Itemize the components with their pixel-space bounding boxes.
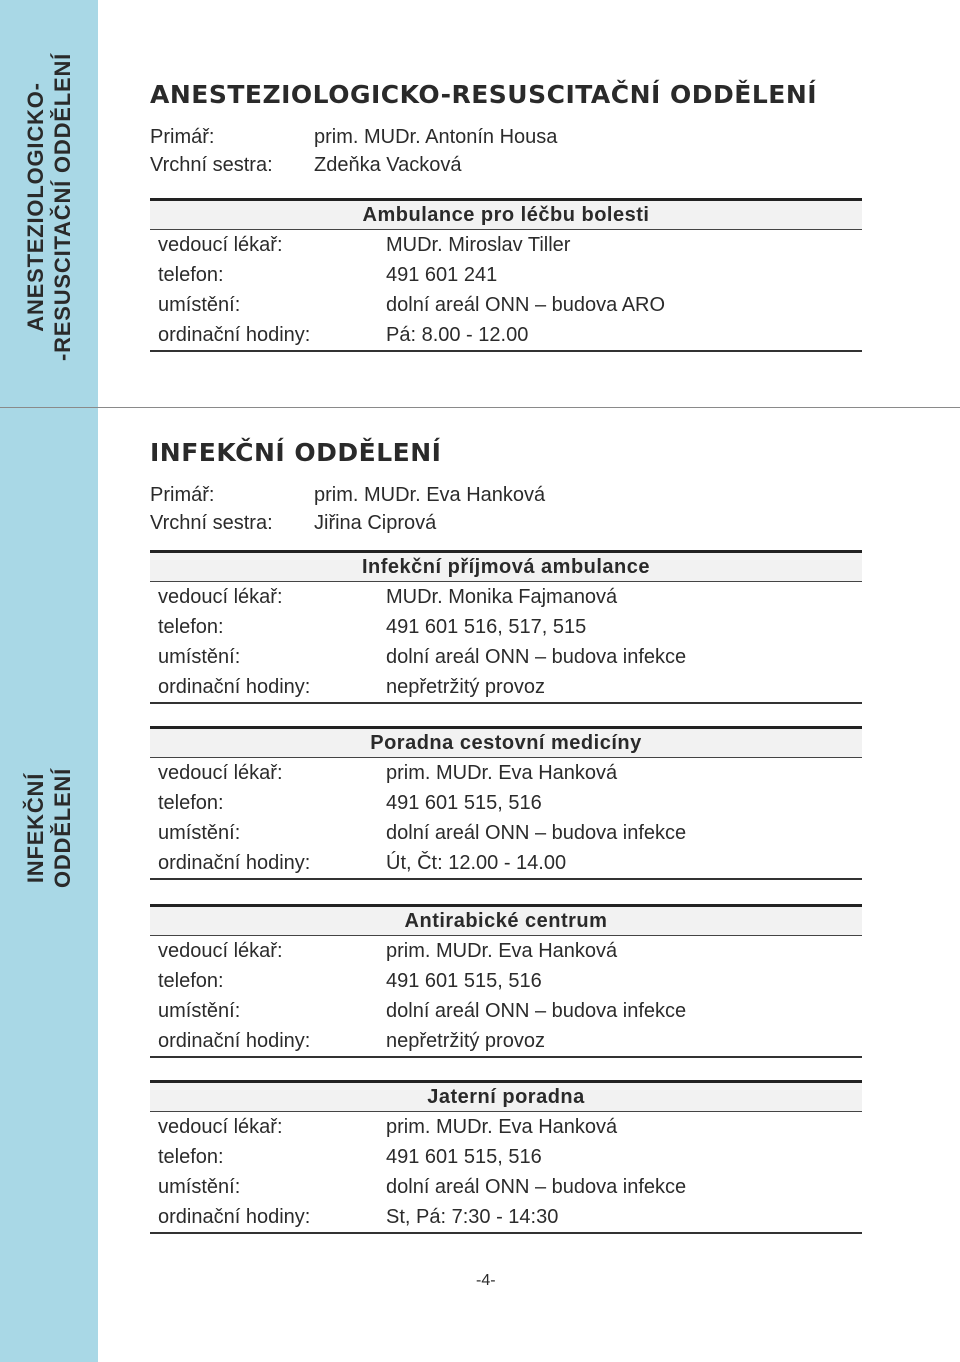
row-label: telefon: (158, 616, 224, 638)
row-value: St, Pá: 7:30 - 14:30 (386, 1206, 559, 1228)
clinic-title: Infekční příjmová ambulance (150, 550, 862, 582)
row-value: Út, Čt: 12.00 - 14.00 (386, 852, 567, 874)
row-label: telefon: (158, 1146, 224, 1168)
row-label: vedoucí lékař: (158, 1116, 283, 1138)
side-tab-infekcni (22, 768, 76, 888)
row-value: 491 601 516, 517, 515 (386, 616, 587, 638)
card-bottom-rule (150, 1232, 862, 1234)
clinic-row (150, 612, 862, 642)
row-value: prim. MUDr. Eva Hanková (314, 484, 546, 506)
clinic-title: Antirabické centrum (150, 904, 862, 936)
row-value: 491 601 241 (386, 264, 498, 286)
row-label: telefon: (158, 970, 224, 992)
row-label: ordinační hodiny: (158, 1206, 311, 1228)
clinic-row (150, 260, 862, 290)
row-label: vedoucí lékař: (158, 762, 283, 784)
row-value: dolní areál ONN – budova infekce (386, 1000, 687, 1022)
department-title: INFEKČNÍ ODDĚLENÍ (150, 438, 442, 467)
page-number: -4- (476, 1272, 496, 1289)
clinic-row (150, 1202, 862, 1232)
row-label: umístění: (158, 1176, 241, 1198)
department-title: ANESTEZIOLOGICKO-RESUSCITAČNÍ ODDĚLENÍ (150, 80, 818, 109)
row-label: telefon: (158, 792, 224, 814)
clinic-title: Poradna cestovní medicíny (150, 726, 862, 758)
clinic-row (150, 1142, 862, 1172)
row-value: prim. MUDr. Eva Hanková (386, 1116, 618, 1138)
clinic-row (150, 758, 862, 788)
row-value: Zdeňka Vacková (314, 154, 462, 176)
clinic-row (150, 1026, 862, 1056)
row-label: vedoucí lékař: (158, 586, 283, 608)
section-divider (0, 407, 960, 408)
clinic-row (150, 672, 862, 702)
clinic-title: Ambulance pro léčbu bolesti (150, 198, 862, 230)
row-value: dolní areál ONN – budova infekce (386, 822, 687, 844)
row-value: prim. MUDr. Antonín Housa (314, 126, 558, 148)
clinic-row (150, 642, 862, 672)
row-value: 491 601 515, 516 (386, 970, 542, 992)
row-value: nepřetržitý provoz (386, 1030, 545, 1052)
row-value: MUDr. Miroslav Tiller (386, 234, 571, 256)
row-label: telefon: (158, 264, 224, 286)
row-value: MUDr. Monika Fajmanová (386, 586, 618, 608)
row-label: vedoucí lékař: (158, 940, 283, 962)
row-label: umístění: (158, 294, 241, 316)
row-value: Jiřina Ciprová (314, 512, 437, 534)
card-bottom-rule (150, 1056, 862, 1058)
side-tab-bar (0, 0, 98, 1362)
card-bottom-rule (150, 350, 862, 352)
row-value: nepřetržitý provoz (386, 676, 545, 698)
card-bottom-rule (150, 702, 862, 704)
side-tab-line: -RESUSCITAČNÍ ODDĚLENÍ (50, 52, 75, 362)
row-label: Primář: (150, 126, 215, 148)
clinic-card (150, 726, 862, 880)
clinic-row (150, 818, 862, 848)
row-label: Vrchní sestra: (150, 154, 273, 176)
clinic-card (150, 1080, 862, 1234)
row-label: umístění: (158, 646, 241, 668)
row-label: Primář: (150, 484, 215, 506)
clinic-row (150, 966, 862, 996)
clinic-row (150, 996, 862, 1026)
row-value: dolní areál ONN – budova ARO (386, 294, 666, 316)
clinic-row (150, 582, 862, 612)
row-label: umístění: (158, 822, 241, 844)
row-value: dolní areál ONN – budova infekce (386, 1176, 687, 1198)
row-value: 491 601 515, 516 (386, 1146, 542, 1168)
row-label: ordinační hodiny: (158, 1030, 311, 1052)
card-bottom-rule (150, 878, 862, 880)
clinic-row (150, 1172, 862, 1202)
clinic-row (150, 230, 862, 260)
clinic-row (150, 320, 862, 350)
side-tab-anesteziologie (22, 53, 76, 361)
clinic-row (150, 788, 862, 818)
clinic-row (150, 936, 862, 966)
row-label: Vrchní sestra: (150, 512, 273, 534)
row-label: vedoucí lékař: (158, 234, 283, 256)
side-tab-line: ODDĚLENÍ (50, 767, 75, 889)
clinic-card (150, 904, 862, 1058)
clinic-row (150, 1112, 862, 1142)
side-tab-line: ANESTEZIOLOGICKO- (23, 82, 48, 332)
row-value: dolní areál ONN – budova infekce (386, 646, 687, 668)
row-value: prim. MUDr. Eva Hanková (386, 940, 618, 962)
row-value: prim. MUDr. Eva Hanková (386, 762, 618, 784)
row-label: ordinační hodiny: (158, 324, 311, 346)
clinic-row (150, 290, 862, 320)
row-label: ordinační hodiny: (158, 852, 311, 874)
row-value: Pá: 8.00 - 12.00 (386, 324, 529, 346)
clinic-card (150, 198, 862, 352)
row-label: umístění: (158, 1000, 241, 1022)
row-value: 491 601 515, 516 (386, 792, 542, 814)
side-tab-line: INFEKČNÍ (23, 772, 48, 884)
row-label: ordinační hodiny: (158, 676, 311, 698)
clinic-row (150, 848, 862, 878)
clinic-card (150, 550, 862, 704)
clinic-title: Jaterní poradna (150, 1080, 862, 1112)
